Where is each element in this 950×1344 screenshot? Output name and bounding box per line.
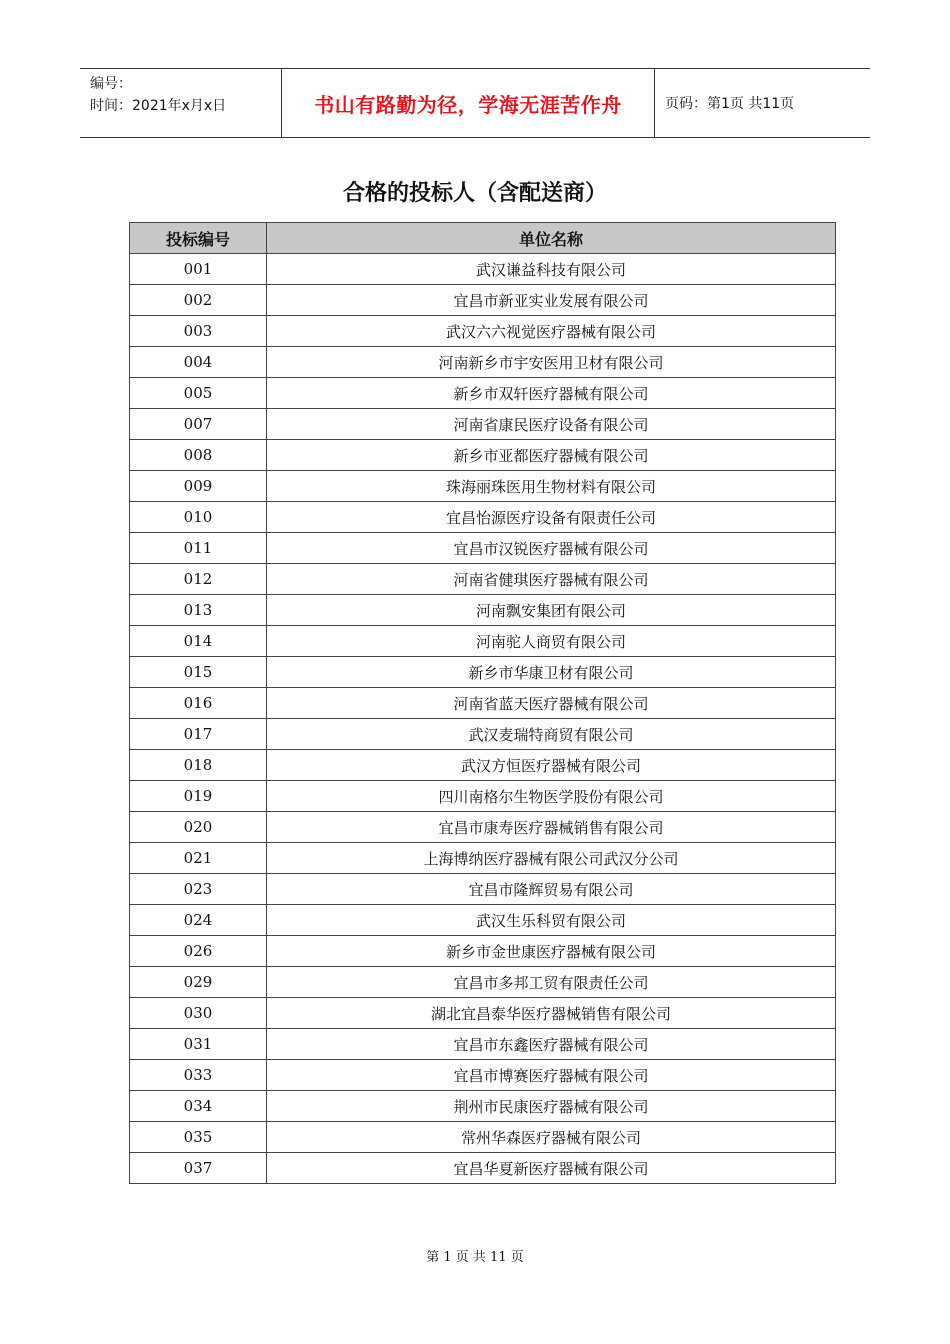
bid-number-cell: 021 — [130, 843, 267, 874]
company-name-cell: 宜昌市多邦工贸有限责任公司 — [267, 967, 836, 998]
header-motto: 书山有路勤为径，学海无涯苦作舟 — [314, 92, 622, 117]
bid-number-cell: 015 — [130, 657, 267, 688]
header-page-info: 页码：第1页 共11页 — [665, 96, 795, 112]
bid-number-cell: 009 — [130, 471, 267, 502]
bid-number-cell: 007 — [130, 409, 267, 440]
bid-number-cell: 017 — [130, 719, 267, 750]
company-name-cell: 珠海丽珠医用生物材料有限公司 — [267, 471, 836, 502]
table-row — [130, 874, 836, 905]
table-row — [130, 750, 836, 781]
table-row — [130, 564, 836, 595]
bid-number-cell: 001 — [130, 254, 267, 285]
company-name-cell: 河南省康民医疗设备有限公司 — [267, 409, 836, 440]
company-name-cell: 湖北宜昌泰华医疗器械销售有限公司 — [267, 998, 836, 1029]
table-row — [130, 1122, 836, 1153]
header-motto-cell — [282, 69, 655, 137]
bid-number-cell: 011 — [130, 533, 267, 564]
column-header-bid-number: 投标编号 — [130, 223, 267, 254]
company-name-cell: 新乡市亚都医疗器械有限公司 — [267, 440, 836, 471]
table-row — [130, 316, 836, 347]
company-name-cell: 上海博纳医疗器械有限公司武汉分公司 — [267, 843, 836, 874]
bid-number-cell: 030 — [130, 998, 267, 1029]
bid-number-cell: 023 — [130, 874, 267, 905]
table-row — [130, 502, 836, 533]
company-name-cell: 常州华森医疗器械有限公司 — [267, 1122, 836, 1153]
company-name-cell: 河南省健琪医疗器械有限公司 — [267, 564, 836, 595]
qualified-bidders-table — [129, 222, 836, 1184]
company-name-cell: 河南省蓝天医疗器械有限公司 — [267, 688, 836, 719]
table-row — [130, 905, 836, 936]
company-name-cell: 宜昌华夏新医疗器械有限公司 — [267, 1153, 836, 1184]
company-name-cell: 宜昌市新亚实业发展有限公司 — [267, 285, 836, 316]
table-row — [130, 378, 836, 409]
table-row — [130, 595, 836, 626]
header-left-cell — [80, 69, 282, 137]
company-name-cell: 新乡市金世康医疗器械有限公司 — [267, 936, 836, 967]
bid-number-cell: 014 — [130, 626, 267, 657]
page-footer: 第 1 页 共 11 页 — [426, 1250, 524, 1265]
bid-number-cell: 031 — [130, 1029, 267, 1060]
company-name-cell: 新乡市华康卫材有限公司 — [267, 657, 836, 688]
company-name-cell: 河南驼人商贸有限公司 — [267, 626, 836, 657]
bid-number-cell: 035 — [130, 1122, 267, 1153]
company-name-cell: 河南新乡市宇安医用卫材有限公司 — [267, 347, 836, 378]
table-row — [130, 626, 836, 657]
table-row — [130, 440, 836, 471]
bid-number-cell: 004 — [130, 347, 267, 378]
table-row — [130, 719, 836, 750]
table-row — [130, 1153, 836, 1184]
table-row — [130, 347, 836, 378]
table-row — [130, 1029, 836, 1060]
table-row — [130, 688, 836, 719]
bid-number-cell: 029 — [130, 967, 267, 998]
company-name-cell: 武汉方恒医疗器械有限公司 — [267, 750, 836, 781]
company-name-cell: 宜昌市康寿医疗器械销售有限公司 — [267, 812, 836, 843]
table-row — [130, 533, 836, 564]
bid-number-cell: 026 — [130, 936, 267, 967]
bid-number-cell: 037 — [130, 1153, 267, 1184]
bid-number-cell: 016 — [130, 688, 267, 719]
bid-number-cell: 005 — [130, 378, 267, 409]
table-row — [130, 471, 836, 502]
bid-number-cell: 012 — [130, 564, 267, 595]
company-name-cell: 武汉生乐科贸有限公司 — [267, 905, 836, 936]
bid-number-cell: 019 — [130, 781, 267, 812]
table-header-row — [130, 223, 836, 254]
company-name-cell: 武汉谦益科技有限公司 — [267, 254, 836, 285]
table-row — [130, 936, 836, 967]
document-title: 合格的投标人（含配送商） — [342, 181, 607, 206]
company-name-cell: 武汉六六视觉医疗器械有限公司 — [267, 316, 836, 347]
bid-number-cell: 020 — [130, 812, 267, 843]
company-name-cell: 宜昌市汉锐医疗器械有限公司 — [267, 533, 836, 564]
table-row — [130, 812, 836, 843]
page-header — [80, 68, 870, 138]
company-name-cell: 荆州市民康医疗器械有限公司 — [267, 1091, 836, 1122]
document-number-label: 编号： — [90, 76, 132, 92]
company-name-cell: 武汉麦瑞特商贸有限公司 — [267, 719, 836, 750]
bid-number-cell: 034 — [130, 1091, 267, 1122]
bid-number-cell: 010 — [130, 502, 267, 533]
bid-number-cell: 018 — [130, 750, 267, 781]
bid-number-cell: 008 — [130, 440, 267, 471]
company-name-cell: 新乡市双轩医疗器械有限公司 — [267, 378, 836, 409]
table-row — [130, 409, 836, 440]
bid-number-cell: 033 — [130, 1060, 267, 1091]
company-name-cell: 宜昌市东鑫医疗器械有限公司 — [267, 1029, 836, 1060]
table-row — [130, 843, 836, 874]
company-name-cell: 宜昌怡源医疗设备有限责任公司 — [267, 502, 836, 533]
table-row — [130, 1060, 836, 1091]
bid-number-cell: 003 — [130, 316, 267, 347]
column-header-company-name: 单位名称 — [267, 223, 836, 254]
table-row — [130, 998, 836, 1029]
company-name-cell: 宜昌市博赛医疗器械有限公司 — [267, 1060, 836, 1091]
table-row — [130, 1091, 836, 1122]
table-row — [130, 967, 836, 998]
table-row — [130, 781, 836, 812]
bid-number-cell: 024 — [130, 905, 267, 936]
table-row — [130, 254, 836, 285]
company-name-cell: 河南飘安集团有限公司 — [267, 595, 836, 626]
document-time-label: 时间：2021年x月x日 — [90, 98, 227, 114]
bid-number-cell: 002 — [130, 285, 267, 316]
company-name-cell: 四川南格尔生物医学股份有限公司 — [267, 781, 836, 812]
company-name-cell: 宜昌市隆辉贸易有限公司 — [267, 874, 836, 905]
table-row — [130, 657, 836, 688]
bid-number-cell: 013 — [130, 595, 267, 626]
table-row — [130, 285, 836, 316]
table-body — [130, 254, 836, 1184]
